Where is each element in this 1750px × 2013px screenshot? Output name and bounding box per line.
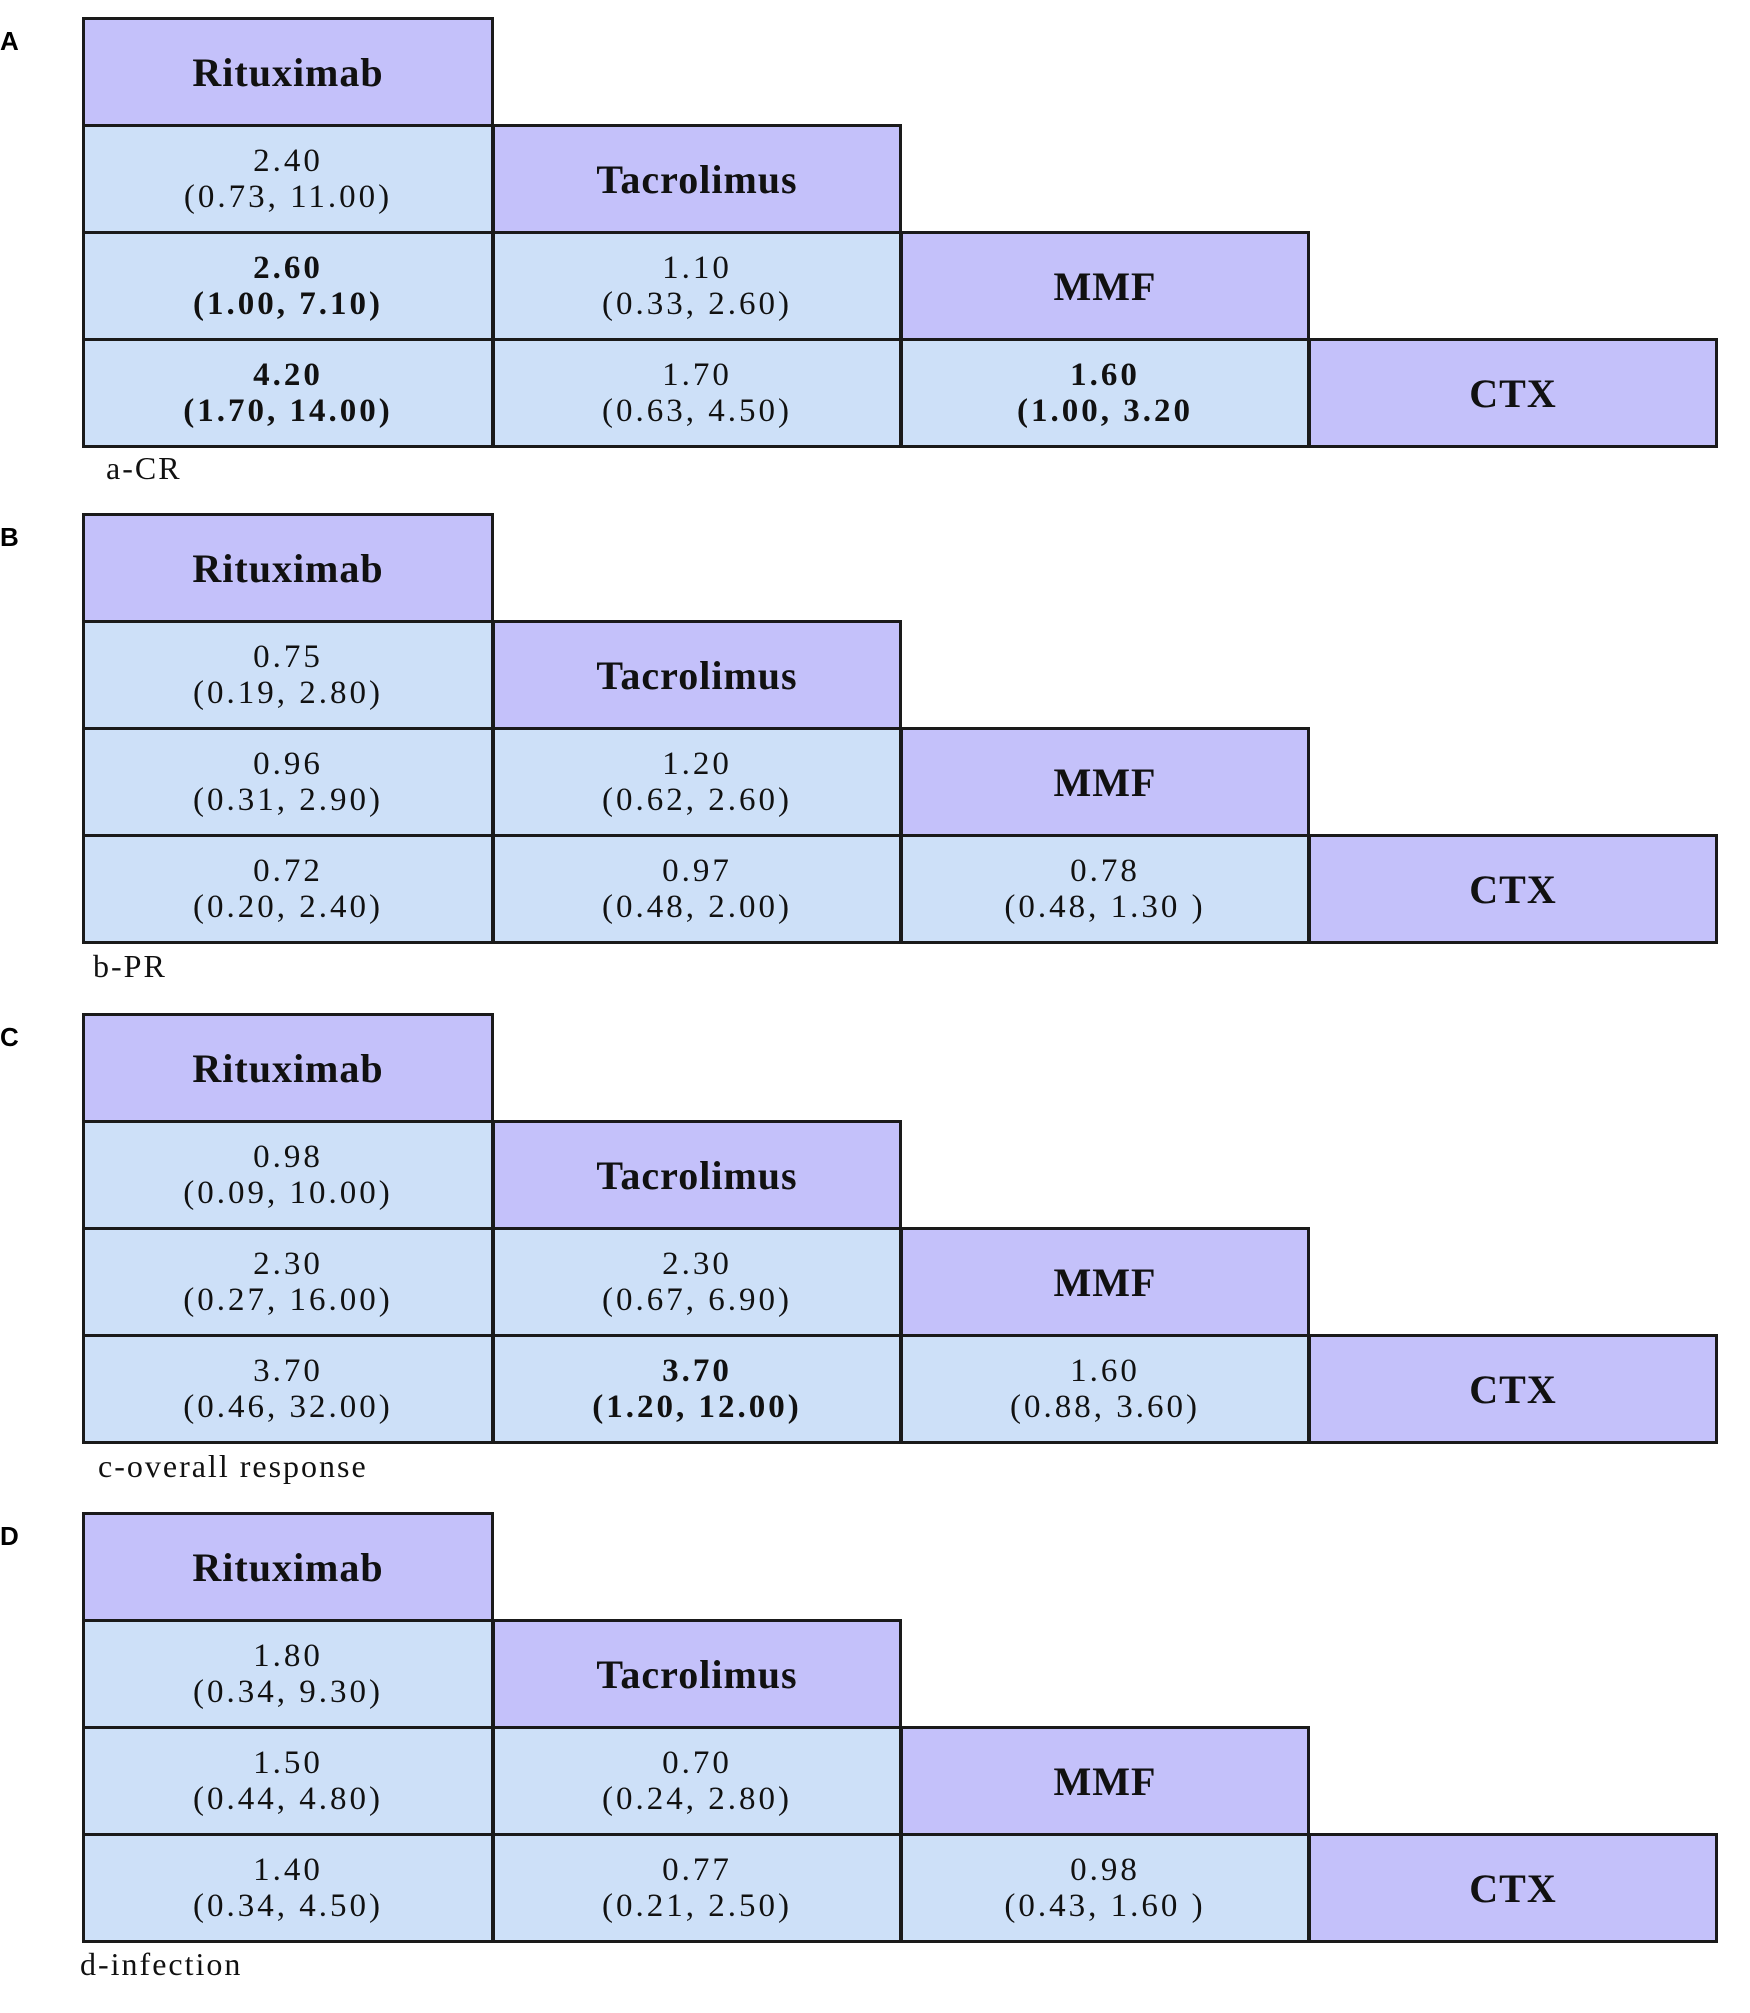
panel-caption: a-CR (106, 450, 182, 486)
comparison-cell (82, 1726, 494, 1836)
comparison-cell (82, 124, 494, 234)
drug-cell-mmf (900, 231, 1310, 341)
confidence-interval: (0.24, 2.80) (602, 1781, 792, 1817)
drug-cell-rituximab (82, 17, 494, 127)
estimate-value: 0.96 (253, 746, 323, 782)
comparison-cell (82, 1619, 494, 1729)
estimate-value: 2.40 (253, 143, 323, 179)
confidence-interval: (0.43, 1.60 ) (1004, 1888, 1206, 1924)
drug-label: CTX (1469, 1865, 1557, 1911)
confidence-interval: (0.48, 2.00) (602, 889, 792, 925)
estimate-value: 0.98 (253, 1139, 323, 1175)
estimate-value: 1.40 (253, 1852, 323, 1888)
panel-caption: b-PR (93, 948, 167, 984)
panel-letter: B (0, 522, 19, 552)
drug-cell-tacrolimus (492, 124, 902, 234)
drug-label: MMF (1053, 1259, 1157, 1305)
panel-letter: A (0, 26, 19, 56)
comparison-cell (492, 1334, 902, 1444)
comparison-cell (82, 338, 494, 448)
comparison-cell (492, 1833, 902, 1943)
comparison-cell (82, 834, 494, 944)
comparison-cell (492, 338, 902, 448)
estimate-value: 2.60 (253, 250, 323, 286)
drug-label: Rituximab (192, 1544, 384, 1590)
estimate-value: 1.70 (662, 357, 732, 393)
comparison-cell (492, 1227, 902, 1337)
estimate-value: 1.10 (662, 250, 732, 286)
estimate-value: 0.78 (1070, 853, 1140, 889)
drug-label: MMF (1053, 759, 1157, 805)
confidence-interval: (1.00, 3.20 (1017, 393, 1193, 429)
comparison-cell (82, 231, 494, 341)
confidence-interval: (0.20, 2.40) (193, 889, 383, 925)
estimate-value: 0.70 (662, 1745, 732, 1781)
confidence-interval: (0.21, 2.50) (602, 1888, 792, 1924)
comparison-cell (82, 1120, 494, 1230)
comparison-cell (492, 1726, 902, 1836)
comparison-cell (82, 1227, 494, 1337)
estimate-value: 1.60 (1070, 357, 1140, 393)
estimate-value: 3.70 (662, 1353, 732, 1389)
estimate-value: 1.60 (1070, 1353, 1140, 1389)
estimate-value: 0.77 (662, 1852, 732, 1888)
drug-cell-rituximab (82, 1013, 494, 1123)
comparison-cell (900, 338, 1310, 448)
drug-cell-mmf (900, 1227, 1310, 1337)
comparison-cell (492, 727, 902, 837)
drug-label: Tacrolimus (596, 156, 798, 202)
drug-label: MMF (1053, 1758, 1157, 1804)
estimate-value: 0.97 (662, 853, 732, 889)
confidence-interval: (0.88, 3.60) (1010, 1389, 1200, 1425)
confidence-interval: (0.09, 10.00) (183, 1175, 393, 1211)
comparison-cell (900, 1833, 1310, 1943)
confidence-interval: (0.34, 4.50) (193, 1888, 383, 1924)
drug-cell-ctx (1308, 834, 1718, 944)
comparison-cell (900, 834, 1310, 944)
estimate-value: 0.98 (1070, 1852, 1140, 1888)
confidence-interval: (0.44, 4.80) (193, 1781, 383, 1817)
estimate-value: 3.70 (253, 1353, 323, 1389)
drug-cell-mmf (900, 1726, 1310, 1836)
estimate-value: 1.20 (662, 746, 732, 782)
drug-cell-rituximab (82, 513, 494, 623)
comparison-cell (492, 834, 902, 944)
estimate-value: 0.75 (253, 639, 323, 675)
estimate-value: 2.30 (662, 1246, 732, 1282)
drug-label: Tacrolimus (596, 1152, 798, 1198)
confidence-interval: (0.31, 2.90) (193, 782, 383, 818)
confidence-interval: (0.62, 2.60) (602, 782, 792, 818)
drug-label: CTX (1469, 866, 1557, 912)
drug-cell-ctx (1308, 338, 1718, 448)
comparison-cell (82, 620, 494, 730)
comparison-cell (900, 1334, 1310, 1444)
confidence-interval: (1.70, 14.00) (183, 393, 393, 429)
confidence-interval: (0.67, 6.90) (602, 1282, 792, 1318)
drug-cell-tacrolimus (492, 1619, 902, 1729)
estimate-value: 4.20 (253, 357, 323, 393)
confidence-interval: (0.48, 1.30 ) (1004, 889, 1206, 925)
drug-label: Tacrolimus (596, 652, 798, 698)
panel-letter: D (0, 1521, 19, 1551)
drug-cell-ctx (1308, 1833, 1718, 1943)
drug-cell-tacrolimus (492, 1120, 902, 1230)
drug-label: MMF (1053, 263, 1157, 309)
estimate-value: 0.72 (253, 853, 323, 889)
drug-label: Rituximab (192, 545, 384, 591)
drug-cell-tacrolimus (492, 620, 902, 730)
estimate-value: 1.50 (253, 1745, 323, 1781)
confidence-interval: (1.20, 12.00) (592, 1389, 802, 1425)
comparison-cell (82, 1334, 494, 1444)
panel-letter: C (0, 1022, 19, 1052)
drug-label: Rituximab (192, 1045, 384, 1091)
comparison-cell (82, 1833, 494, 1943)
confidence-interval: (0.19, 2.80) (193, 675, 383, 711)
confidence-interval: (0.63, 4.50) (602, 393, 792, 429)
confidence-interval: (0.46, 32.00) (183, 1389, 393, 1425)
drug-label: Rituximab (192, 49, 384, 95)
drug-label: CTX (1469, 370, 1557, 416)
confidence-interval: (0.27, 16.00) (183, 1282, 393, 1318)
confidence-interval: (1.00, 7.10) (193, 286, 383, 322)
drug-label: Tacrolimus (596, 1651, 798, 1697)
drug-cell-ctx (1308, 1334, 1718, 1444)
confidence-interval: (0.34, 9.30) (193, 1674, 383, 1710)
panel-caption: d-infection (80, 1946, 243, 1982)
panel-caption: c-overall response (98, 1448, 368, 1484)
drug-label: CTX (1469, 1366, 1557, 1412)
confidence-interval: (0.33, 2.60) (602, 286, 792, 322)
comparison-cell (82, 727, 494, 837)
estimate-value: 1.80 (253, 1638, 323, 1674)
estimate-value: 2.30 (253, 1246, 323, 1282)
comparison-cell (492, 231, 902, 341)
confidence-interval: (0.73, 11.00) (183, 179, 393, 215)
drug-cell-rituximab (82, 1512, 494, 1622)
drug-cell-mmf (900, 727, 1310, 837)
